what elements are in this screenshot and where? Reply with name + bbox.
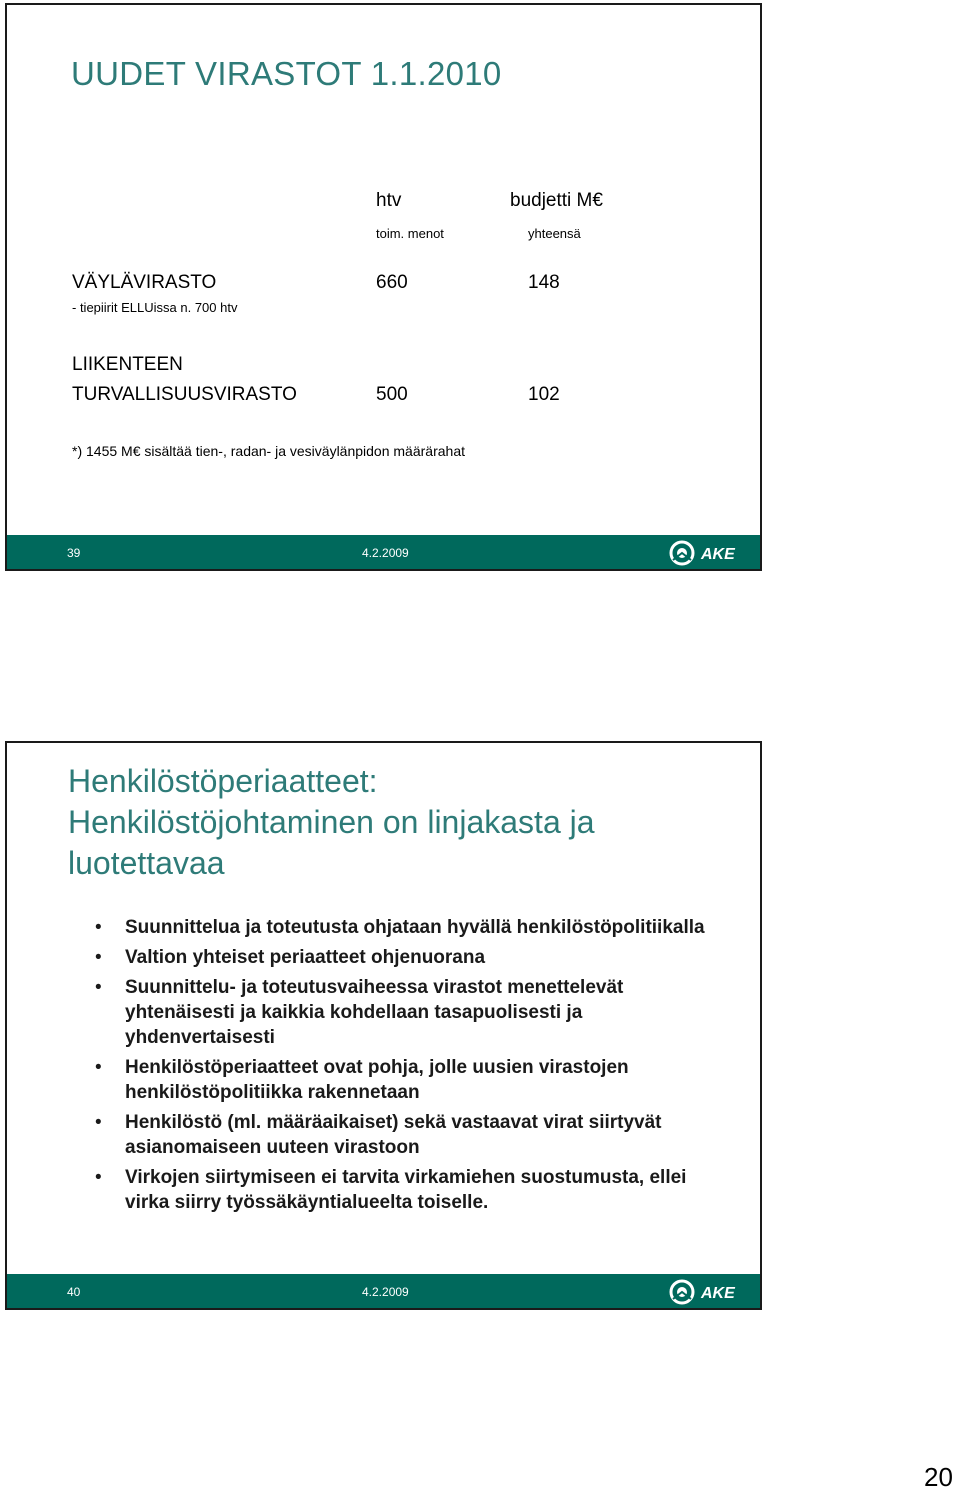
slide-footer xyxy=(7,535,760,569)
slide-title: UUDET VIRASTOT 1.1.2010 xyxy=(71,55,502,92)
column-subheader-budget: yhteensä xyxy=(528,226,581,241)
row-htv-vaylavirasto: 660 xyxy=(376,272,408,293)
slide-39 xyxy=(5,3,762,571)
row-name-line1: LIIKENTEEN xyxy=(72,354,183,375)
bullet-item: • Henkilöstöperiaatteet ovat pohja, jolle uusien virastojen henkilöstöpolitiikka rakennetaan xyxy=(95,1055,735,1105)
row-budget-turvallisuusvirasto: 102 xyxy=(528,384,560,405)
logo-text: AKE xyxy=(701,1285,735,1302)
row-name-line2: TURVALLISUUSVIRASTO xyxy=(72,384,297,405)
slide-40 xyxy=(5,741,762,1310)
slide-number: 39 xyxy=(67,546,81,560)
bullet-item: • Suunnittelu- ja toteutusvaiheessa virastot menettelevät yhtenäisesti ja kaikkia kohdellaan tasapuolisesti ja yhdenvertaisesti xyxy=(95,975,735,1050)
row-note-vaylavirasto: - tiepiirit ELLUissa n. 700 htv xyxy=(72,300,238,315)
bullet-list xyxy=(95,915,735,1220)
ake-logo-icon xyxy=(669,540,749,566)
title-line-2: Henkilöstöjohtaminen on linjakasta ja xyxy=(68,804,595,840)
logo-text: AKE xyxy=(701,546,735,563)
bullet-item: • Suunnittelua ja toteutusta ohjataan hyvällä henkilöstöpolitiikalla xyxy=(95,915,735,940)
bullet-item: • Valtion yhteiset periaatteet ohjenuorana xyxy=(95,945,735,970)
slide-title xyxy=(68,761,595,884)
title-line-3: luotettavaa xyxy=(68,845,225,881)
page-number: 20 xyxy=(924,1462,953,1492)
column-header-budget: budjetti M€ xyxy=(510,190,603,211)
bullet-item: • Virkojen siirtymiseen ei tarvita virkamiehen suostumusta, ellei virka siirry työssäkäyntialueelta toiselle. xyxy=(95,1165,735,1215)
slide-number: 40 xyxy=(67,1285,81,1299)
bullet-item: • Henkilöstö (ml. määräaikaiset) sekä vastaavat virat siirtyvät asianomaiseen uuteen virastoon xyxy=(95,1110,735,1160)
row-budget-vaylavirasto: 148 xyxy=(528,272,560,293)
row-name-vaylavirasto: VÄYLÄVIRASTO xyxy=(72,272,217,293)
slide-date: 4.2.2009 xyxy=(362,1285,409,1299)
title-line-1: Henkilöstöperiaatteet: xyxy=(68,763,378,799)
column-header-htv: htv xyxy=(376,190,402,211)
footnote: *) 1455 M€ sisältää tien-, radan- ja vesiväylänpidon määrärahat xyxy=(72,443,465,459)
column-subheader-htv: toim. menot xyxy=(376,226,444,241)
slide-date: 4.2.2009 xyxy=(362,546,409,560)
slide-footer xyxy=(7,1274,760,1308)
ake-logo-icon xyxy=(669,1279,749,1305)
row-htv-turvallisuusvirasto: 500 xyxy=(376,384,408,405)
